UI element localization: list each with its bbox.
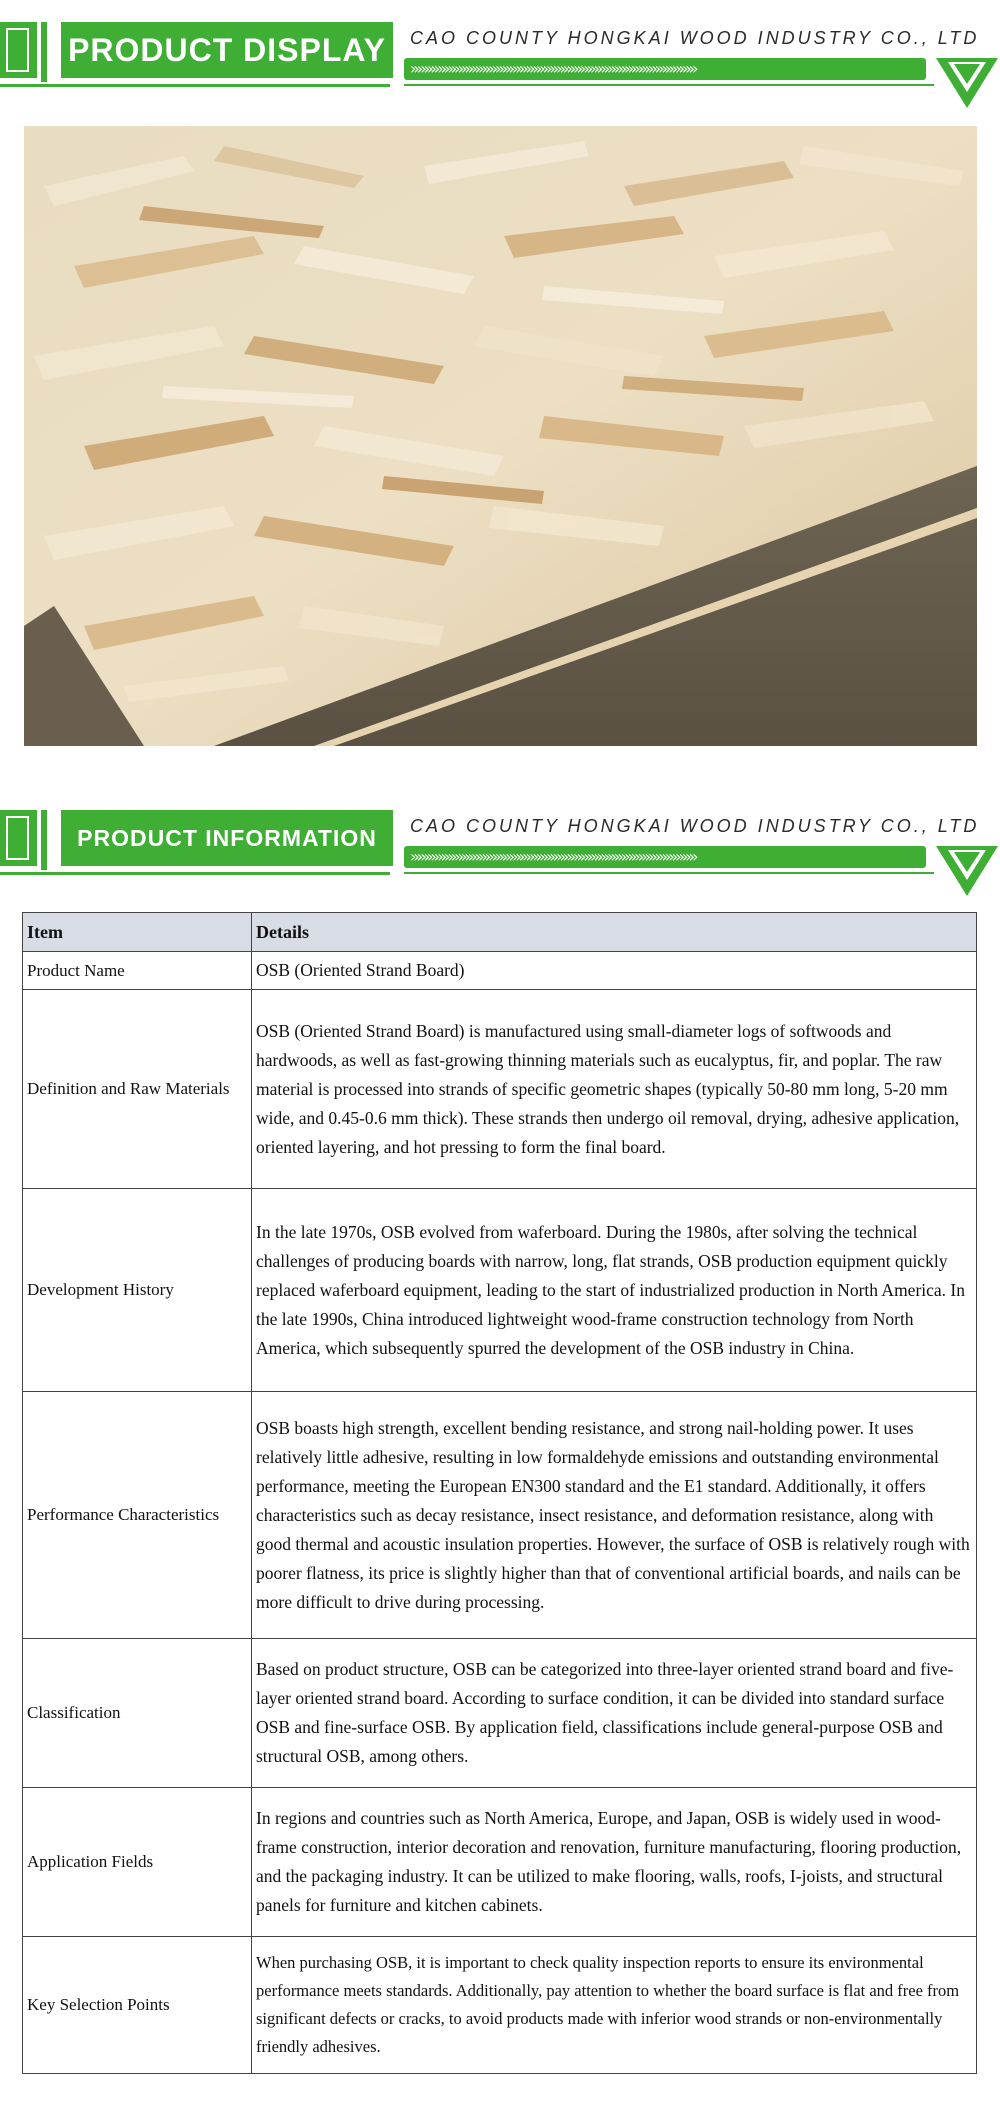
company-name: CAO COUNTY HONGKAI WOOD INDUSTRY CO., LTD (410, 816, 980, 836)
product-info-table (22, 912, 977, 2074)
row-details: In regions and countries such as North America, Europe, and Japan, OSB is widely used in wood-frame construction, interior decoration and renovation, furniture manufacturing, flooring production, and the packaging industry. It can be utilized to make flooring, walls, roofs, I-joists, and structural panels for furniture and kitchen cabinets. (252, 1788, 977, 1937)
table-row (23, 1788, 977, 1937)
table-row (23, 990, 977, 1189)
arrow-strip: ›››››››››››››››››››››››››››››››››››››››››››››››››››››››››››››››››››››››››››››››››››› (404, 58, 926, 80)
banner-stripe (41, 22, 47, 82)
row-item: Key Selection Points (23, 1937, 252, 2074)
table-row (23, 1392, 977, 1639)
banner-block (0, 810, 37, 866)
section-title: PRODUCT DISPLAY (61, 22, 393, 78)
banner-line (404, 872, 934, 874)
row-item: Definition and Raw Materials (23, 990, 252, 1189)
table-row (23, 1937, 977, 2074)
row-details: OSB (Oriented Strand Board) is manufactured using small-diameter logs of softwoods and hardwoods, as well as fast-growing thinning materials such as eucalyptus, fir, and poplar. The raw material is processed into strands of specific geometric shapes (typically 50-80 mm long, 5-20 mm wide, and 0.45-0.6 mm thick). These strands then undergo oil removal, drying, adhesive application, oriented layering, and hot pressing to form the final board. (252, 990, 977, 1189)
section-title: PRODUCT INFORMATION (61, 810, 393, 866)
osb-board-photo (24, 126, 977, 746)
banner-stripe (41, 810, 47, 870)
table-row (23, 1639, 977, 1788)
row-details: In the late 1970s, OSB evolved from waferboard. During the 1980s, after solving the technical challenges of producing boards with narrow, long, flat strands, OSB production equipment quickly replaced waferboard equipment, leading to the start of industrialized production in North America. In the late 1990s, China introduced lightweight wood-frame construction technology from North America, which subsequently spurred the development of the OSB industry in China. (252, 1189, 977, 1392)
table-row (23, 1189, 977, 1392)
banner-line (404, 84, 934, 86)
row-item: Product Name (23, 952, 252, 990)
table-row (23, 952, 977, 990)
header-item: Item (23, 913, 252, 952)
banner-block (0, 22, 37, 78)
osb-board-image (24, 126, 977, 746)
row-item: Application Fields (23, 1788, 252, 1937)
banner-underline (0, 872, 390, 875)
product-display-banner (0, 22, 1000, 114)
arrow-strip: ›››››››››››››››››››››››››››››››››››››››››››››››››››››››››››››››››››››››››››››››››››› (404, 846, 926, 868)
row-item: Development History (23, 1189, 252, 1392)
chevron-down-icon (934, 58, 1000, 114)
company-name: CAO COUNTY HONGKAI WOOD INDUSTRY CO., LTD (410, 28, 980, 48)
header-details: Details (252, 913, 977, 952)
row-item: Performance Characteristics (23, 1392, 252, 1639)
row-details: OSB (Oriented Strand Board) (252, 952, 977, 990)
banner-underline (0, 84, 390, 87)
row-item: Classification (23, 1639, 252, 1788)
chevron-down-icon (934, 846, 1000, 902)
table-header-row (23, 913, 977, 952)
row-details: Based on product structure, OSB can be categorized into three-layer oriented strand board and five-layer oriented strand board. According to surface condition, it can be divided into standard surface OSB and fine-surface OSB. By application field, classifications include general-purpose OSB and structural OSB, among others. (252, 1639, 977, 1788)
row-details: When purchasing OSB, it is important to check quality inspection reports to ensure its environmental performance meets standards. Additionally, pay attention to whether the board surface is flat and free from significant defects or cracks, to avoid products made with inferior wood strands or non-environmentally friendly adhesives. (252, 1937, 977, 2074)
product-information-banner (0, 810, 1000, 902)
row-details: OSB boasts high strength, excellent bending resistance, and strong nail-holding power. It uses relatively little adhesive, resulting in low formaldehyde emissions and outstanding environmental performance, meeting the European EN300 standard and the E1 standard. Additionally, it offers characteristics such as decay resistance, insect resistance, and deformation resistance, along with good thermal and acoustic insulation properties. However, the surface of OSB is relatively rough with poorer flatness, its price is slightly higher than that of conventional artificial boards, and nails can be more difficult to drive during processing. (252, 1392, 977, 1639)
